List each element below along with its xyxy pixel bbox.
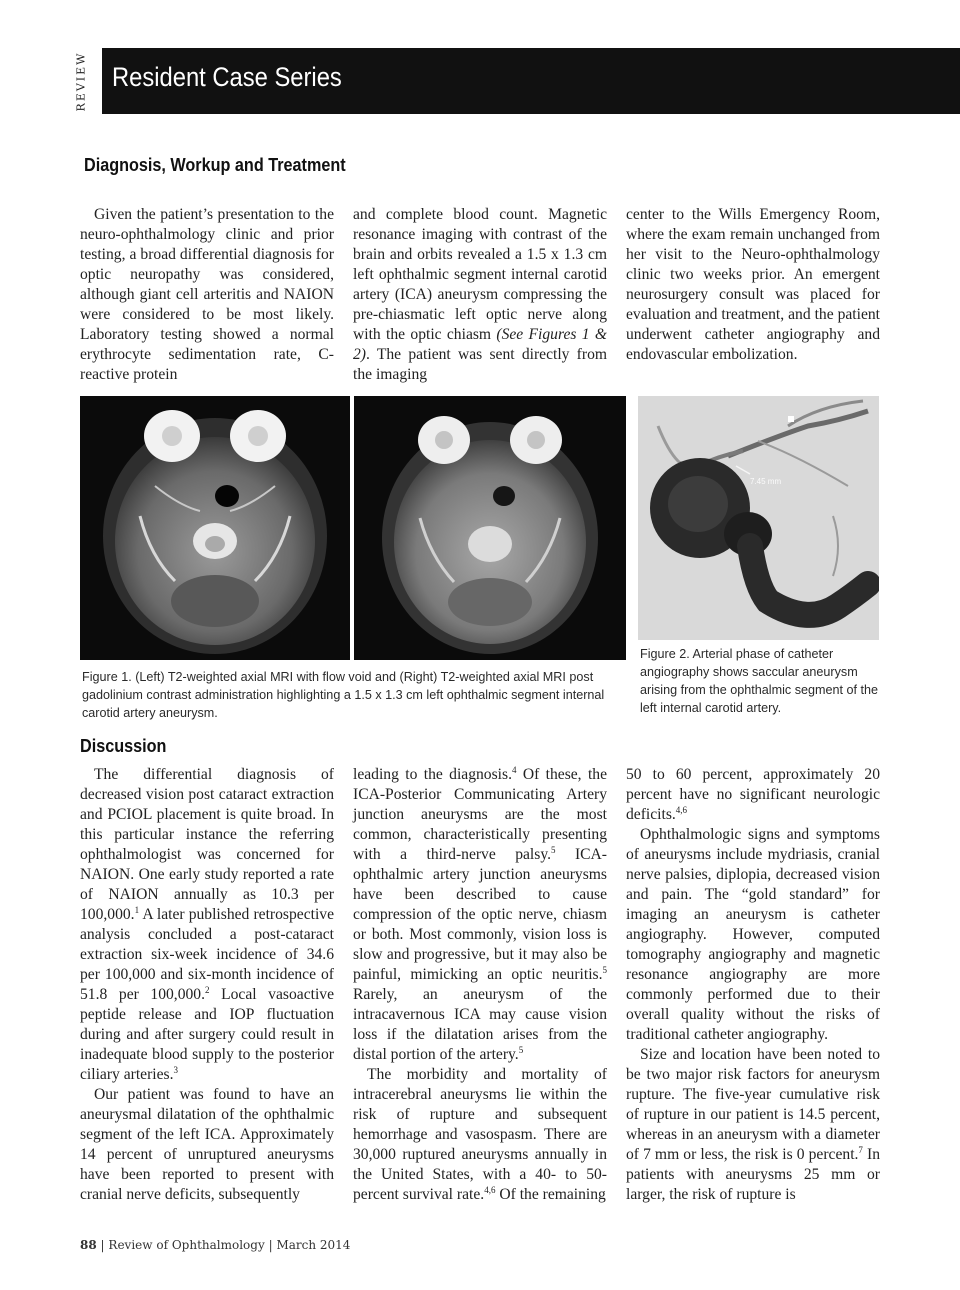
paragraph: Given the patient’s presentation to the neuro-ophthalmology clinic and prior testing, a broad differential diagnosis for optic neuropathy was considered, although giant cell arteritis and NAION were considered to be most likely. Laboratory testing showed a normal erythrocyte sedimentation rate, C-reactive protein <box>80 206 334 383</box>
paragraph: 50 to 60 percent, approximately 20 percent have no significant neurologic deficits.$^{4,6}$ <box>626 766 880 823</box>
section-heading-diagnosis: Diagnosis, Workup and Treatment <box>84 155 346 175</box>
paragraph: Ophthalmologic signs and symptoms of aneurysms include mydriasis, cranial nerve palsies, diplopia, decreased vision and pain. The “gold standard” for imaging an aneurysm is catheter angiography. However, computed tomography angiography and magnetic resonance angiography are more commonly performed due to their overall quality without the risks of traditional catheter angiography. <box>626 826 880 1043</box>
discussion-col-2 <box>353 765 607 1205</box>
figure-2-caption: Figure 2. Arterial phase of catheter angiography shows saccular aneurysm arising from the ophthalmic segment of the left internal carotid artery. <box>640 647 879 715</box>
paragraph: and complete blood count. Magnetic resonance imaging with contrast of the brain and orbits revealed a 1.5 x 1.3 cm left ophthalmic segment internal carotid artery (ICA) aneurysm compressing the pre-chiasmatic left optic nerve along with the optic chiasm (See Figures 1 & 2). The patient was sent directly from the imaging <box>353 206 607 383</box>
angiography-image <box>638 396 879 640</box>
diagnosis-col-1 <box>80 205 334 385</box>
figure-2-angiography <box>638 396 879 640</box>
figure-1-left-mri <box>80 396 350 660</box>
diagnosis-col-2 <box>353 205 607 385</box>
issue-date: March 2014 <box>276 1238 351 1252</box>
discussion-col-3 <box>626 765 880 1205</box>
diagnosis-col-3 <box>626 205 880 365</box>
journal-name: Review of Ophthalmology <box>108 1238 265 1252</box>
paragraph: The morbidity and mortality of intracerebral aneurysms lie within the risk of rupture and subsequent hemorrhage and vasospasm. There are 30,000 ruptured aneurysms annually in the United States, with a 40- to 50-percent survival rate.$^{4,6}$ Of the remaining <box>353 1066 607 1203</box>
figure-1-right-mri <box>354 396 626 660</box>
measurement-label: 7.45 mm <box>750 477 782 486</box>
paragraph: Our patient was found to have an aneurysmal dilatation of the ophthalmic segment of the left ICA. Approximately 14 percent of unruptured aneurysms have been reported to present with cranial nerve deficits, subsequently <box>80 1086 334 1203</box>
paragraph: center to the Wills Emergency Room, where the exam remain unchanged from her visit to the Neuro-ophthalmology clinic two weeks prior. An emergent neurosurgery consult was placed for evaluation and treatment, and the patient underwent catheter angiography and endovascular embolization. <box>626 206 880 363</box>
section-tag: REVIEW <box>74 51 88 111</box>
paragraph: The differential diagnosis of decreased vision post cataract extraction and PCIOL placement is quite broad. In this particular instance the referring ophthalmologist was concerned for NAION. One early study reported a rate of NAION annually as 10.3 per 100,000.$^1$ A later published retrospective analysis concluded a post-cataract extraction six-week incidence of 34.6 per 100,000 and six-month incidence of 51.8 per 100,000.$^2$ Local vasoactive peptide release and IOP fluctuation during and after surgery could result in inadequate blood supply to the posterior ciliary arteries.$^3$ <box>80 766 334 1083</box>
mri-t2-image <box>80 396 350 660</box>
discussion-col-1 <box>80 765 334 1205</box>
paragraph: Size and location have been noted to be two major risk factors for aneurysm rupture. The five-year cumulative risk of rupture in our patient is 14.5 percent, whereas in an aneurysm with a diameter of 7 mm or less, the risk is 0 percent.$^7$ In patients with aneurysms 25 mm or larger, the risk of rupture is <box>626 1046 880 1203</box>
header-bar <box>102 48 960 114</box>
page-title: Resident Case Series <box>112 62 342 92</box>
mri-contrast-image <box>354 396 626 660</box>
paragraph: leading to the diagnosis.$^4$ Of these, the ICA-Posterior Communicating Artery junction aneurysms are the most common, characteristically presenting with a third-nerve palsy.$^5$ ICA-ophthalmic artery junction aneurysms have been described to cause compression of the optic nerve, chiasm or both. Most commonly, vision loss is slow and progressive, but it may also be painful, mimicking an optic neuritis.$^5$ Rarely, an aneurysm of the intracavernous ICA may cause vision loss if the dilatation arises from the distal portion of the artery.$^5$ <box>353 764 607 1063</box>
page-footer: 88 | Review of Ophthalmology | March 2014 <box>80 1238 351 1252</box>
page-number: 88 <box>80 1238 97 1252</box>
figure-reference: (See Figures 1 & 2) <box>353 326 607 363</box>
section-heading-discussion: Discussion <box>80 736 167 756</box>
figure-1-caption: Figure 1. (Left) T2-weighted axial MRI with flow void and (Right) T2-weighted axial MRI post gadolinium contrast administration highlighting a 1.5 x 1.3 cm left ophthalmic segment internal carotid artery aneurysm. <box>82 670 605 720</box>
